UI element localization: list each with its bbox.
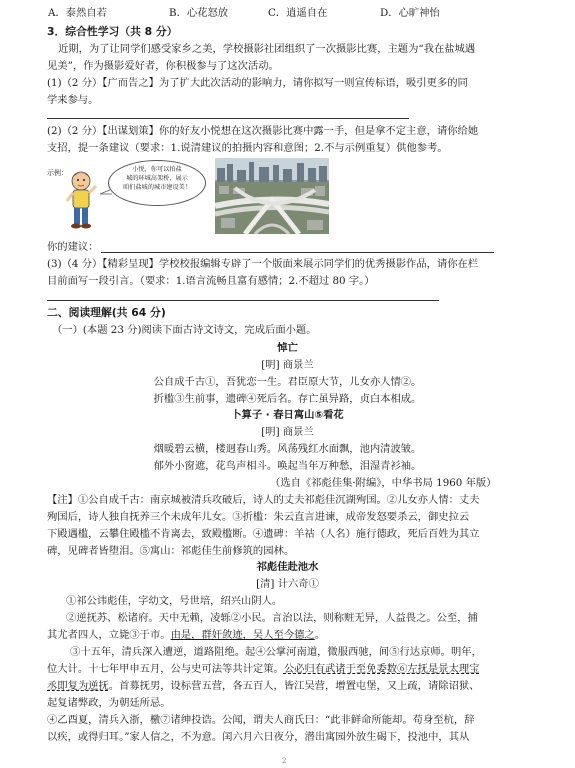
prose-para3-line2: [47, 662, 479, 676]
para3-text-a: 位大计。十七年甲申五月，公与史可法等共计定策。: [47, 663, 284, 675]
section-2-heading: 二、阅读理解(共 64 分): [47, 306, 166, 319]
option-c: C．逍遥自在: [268, 7, 328, 19]
option-b: B．心花怒放: [169, 7, 229, 19]
part-1-instruction: （一）(本题 23 分)阅读下面古诗文诗文，完成后面小题。: [52, 324, 317, 336]
q3-line2: 目前面写一段引言。（要求：1.语言流畅且富有感情；2.不超过 80 字。）: [47, 275, 375, 287]
q3-line1: (3)（4 分）【精彩呈现】学校校报编辑专辟了一个版面来展示同学们的优秀摄影作品，请你在栏: [47, 258, 479, 270]
dashed-underline-sentence-end: 丞即复为逆抚: [47, 680, 109, 692]
underlined-sentence-1: 由是，群奸敛迹，吴人至今德之: [170, 629, 315, 641]
answer-line-q3: [47, 300, 439, 301]
poem1-line1: 公自成千古①，吾犹恋一生。君臣原大节，儿女亦人情②。: [153, 376, 422, 388]
elevated-highway-photo: [215, 158, 329, 234]
bubble-line-1: 小悦，你可以拍盐: [132, 166, 182, 173]
poem2-title: 卜算子 · 春日寓山⑤看花: [231, 409, 344, 421]
prose-para3-line4: 起复诸弊政，为朝廷所忌。: [47, 697, 171, 709]
prose-title: 祁彪佳赴池水: [256, 561, 319, 573]
q1-line2: 学来参与。: [47, 94, 99, 106]
prose-para2-line2: [47, 628, 325, 642]
poem1-author: [明] 商景兰: [261, 359, 314, 371]
q2-line1: (2)（2 分）【出谋划策】你的好友小悦想在这次摄影比赛中露一手，但是拿不定主意，请你给她: [47, 125, 479, 137]
poem2-line2: 郁外小窗遮，花鸟声相斗。唤起当年万种愁，泪湿青衫袖。: [153, 460, 422, 472]
s3-intro-line2: 见美”，作为摄影爱好者，你积极参与了这次活动。: [47, 60, 279, 72]
prose-para3-line3: [47, 679, 479, 693]
page-number: 2: [282, 757, 287, 765]
poem-source: （选自《祁彪佳集·附编》，中华书局 1960 年版）: [270, 477, 497, 489]
prose-para2-line1: ②逆抚苏、松诸府。天中无赖，凌轹②小民。言治以法，则称赃无异，人益畏之。公至，捕: [66, 612, 478, 624]
notes-line2: 殉国后，诗人独自抚养三个未成年儿女。③折槛：朱云直言进谏，成帝发怒要杀云，御史拉云: [47, 511, 470, 523]
option-a: A．泰然自若: [48, 7, 107, 19]
advice-label: 你的建议：: [47, 241, 99, 253]
prose-para4-line1: ④乙酉夏，清兵入浙，檄⑦诸绅投诰。公闻，谓夫人商氏曰：“此非鲜命所能却。苟身至杭，辞: [47, 714, 475, 726]
answer-line-q1: [47, 118, 409, 119]
q2-line2: 支招，提一条建议（要求：1.说清建议的拍摄内容和意图；2.不与示例重复）供他参考。: [47, 142, 448, 154]
prose-para4-line2: 以疾，或得归耳。”家人信之，不为意。闰六月六日夜分，潜出寓园外放生碣下，投池中，其从: [47, 731, 470, 743]
notes-line1: 【注】①公自成千古：南京城被清兵攻破后，诗人的丈夫祁彪佳沉湖殉国。②儿女亦人情：丈夫: [47, 494, 480, 506]
speech-bubble: [108, 160, 206, 206]
section-3-heading: 3．综合性学习（共 8 分）: [47, 25, 178, 38]
option-d: D．心旷神怡: [380, 7, 440, 19]
example-label: 示例：: [47, 169, 68, 177]
cartoon-boy-illustration: [62, 168, 100, 230]
prose-para1: ①祁公讳彪佳，字幼文，号世培，绍兴山阴人。: [66, 595, 283, 607]
notes-line4: 碑，见碑者皆堕泪。⑤寓山：祁彪佳生前修筑的园林。: [47, 545, 295, 557]
poem1-title: 悼亡: [277, 342, 298, 354]
bubble-line-3: 咱们盐城的城市建设美！: [122, 184, 192, 191]
para2-text-a: 其尤者四人，立毙③于市。: [47, 629, 171, 641]
notes-line3: 下殿遇槛，云攀住殿槛不肯离去，致殿槛断。④遗碑：羊祜（人名）施行德政，死后百姓为其立: [47, 528, 480, 540]
dashed-underline-sentence-start: 公必归有武诸于至免委数⑥左抚是景太理宝: [283, 663, 480, 675]
poem2-author: [明] 商景兰: [261, 426, 314, 438]
poem1-line2: 折槛③生前事，遗碑④死后名。存亡虽异路，贞白本相成。: [153, 393, 422, 405]
s3-intro-line1: 近期，为了让同学们感受家乡之美，学校摄影社团组织了一次摄影比赛，主题为“我在盐城遇: [58, 43, 476, 55]
bubble-line-2: 城的环城高架桥，展示: [126, 175, 188, 182]
poem2-line1: 烟暖碧云横，楼迥春山秀。风荡残红水面飘，池内清波皱。: [153, 443, 422, 455]
prose-para3-line1: ③十五年，清兵深入遭逆，道路阻绝。起④公掌河南道，微服西驰，间⑤行达京师。明年，: [70, 646, 482, 658]
para3-text-b: 。首募抚男，设标营五营，各五百人，皆江吴营，增置屯堡，又上疏，请除诏狱、: [108, 680, 480, 692]
para2-text-b: 。: [314, 629, 326, 641]
answer-line-q2: [101, 252, 494, 253]
prose-author: [清] 计六奇①: [256, 578, 319, 590]
q1-line1: (1)（2 分）【广而告之】为了扩大此次活动的影响力，请你拟写一则宣传标语，吸引更多的同: [47, 77, 468, 89]
